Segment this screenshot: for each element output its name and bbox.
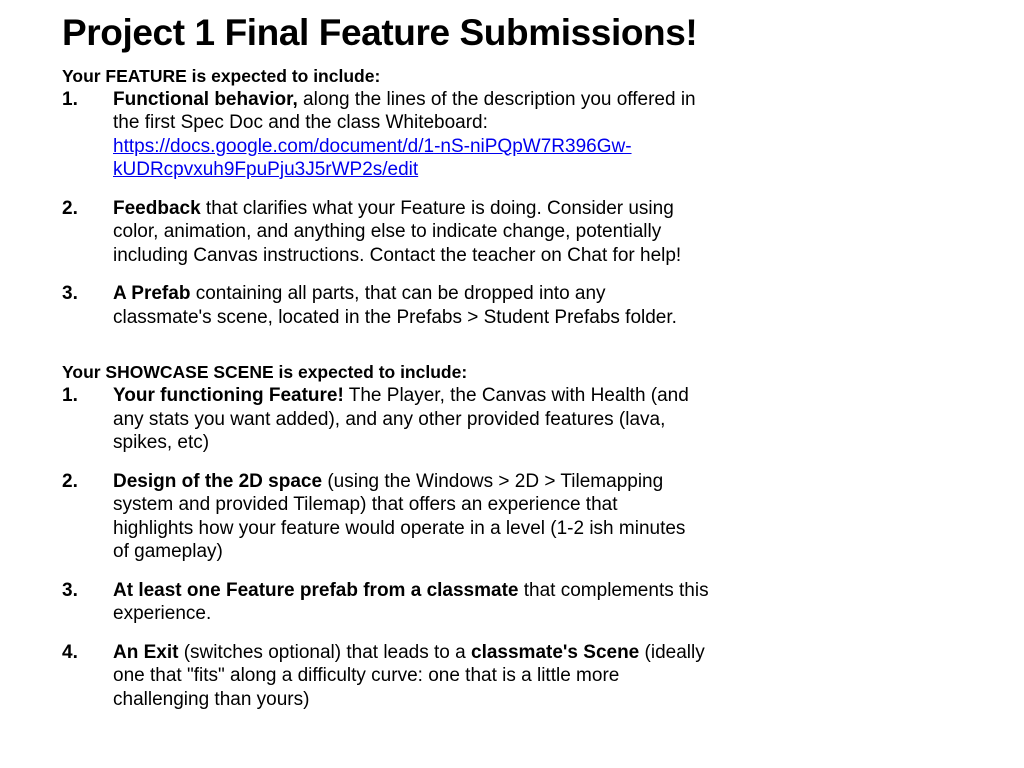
list-item — [62, 579, 802, 626]
list-item — [62, 88, 802, 182]
spec-doc-link-continued[interactable]: kUDRcpvxuh9FpuPju3J5rWP2s/edit — [113, 159, 419, 181]
item-text: containing all parts, that can be dropped into any — [190, 283, 606, 305]
showcase-section-heading: Your SHOWCASE SCENE is expected to include: — [62, 362, 468, 383]
item-bold-lead: Your functioning Feature! — [113, 385, 344, 407]
item-number: 3. — [62, 579, 78, 601]
item-text: including Canvas instructions. Contact the teacher on Chat for help! — [113, 244, 682, 266]
item-bold-lead: Feedback — [113, 197, 201, 219]
item-text: color, animation, and anything else to indicate change, potentially — [113, 221, 662, 243]
list-item — [62, 470, 802, 564]
item-text: that clarifies what your Feature is doing. Consider using — [200, 197, 674, 219]
item-text: one that "fits" along a difficulty curve: one that is a little more — [113, 665, 620, 687]
item-text: classmate's scene, located in the Prefabs > Student Prefabs folder. — [113, 306, 677, 328]
item-text: (switches optional) that leads to a — [178, 641, 471, 663]
item-bold-lead: A Prefab — [113, 283, 191, 305]
item-bold-inline: classmate's Scene — [471, 641, 640, 663]
item-text: the first Spec Doc and the class Whiteboard: — [113, 112, 488, 134]
item-text: that complements this — [518, 579, 709, 601]
slide — [62, 12, 802, 711]
item-number: 1. — [62, 88, 78, 110]
item-number: 3. — [62, 283, 78, 305]
slide-title: Project 1 Final Feature Submissions! — [62, 12, 698, 53]
item-text: The Player, the Canvas with Health (and — [343, 385, 689, 407]
item-bold-lead: An Exit — [113, 641, 179, 663]
item-bold-lead: Functional behavior, — [113, 88, 298, 110]
item-text: along the lines of the description you offered in — [297, 88, 696, 110]
feature-section — [62, 65, 802, 330]
item-text: experience. — [113, 603, 212, 625]
showcase-list — [62, 384, 802, 711]
item-text: highlights how your feature would operate in a level (1-2 ish minutes — [113, 517, 686, 539]
item-text: (ideally — [639, 641, 705, 663]
item-number: 4. — [62, 641, 78, 663]
item-bold-lead: At least one Feature prefab from a classmate — [113, 579, 519, 601]
item-text: challenging than yours) — [113, 688, 310, 710]
item-text: any stats you want added), and any other provided features (lava, — [113, 408, 666, 430]
list-item — [62, 282, 802, 329]
item-number: 2. — [62, 197, 78, 219]
item-number: 2. — [62, 470, 78, 492]
spec-doc-link[interactable]: https://docs.google.com/document/d/1-nS-niPQpW7R396Gw- — [113, 135, 632, 157]
item-text: of gameplay) — [113, 541, 223, 563]
feature-list — [62, 88, 802, 330]
list-item — [62, 197, 802, 268]
item-text: (using the Windows > 2D > Tilemapping — [322, 470, 664, 492]
item-number: 1. — [62, 385, 78, 407]
item-text: spikes, etc) — [113, 432, 210, 454]
feature-section-heading: Your FEATURE is expected to include: — [62, 65, 381, 86]
list-item — [62, 641, 802, 712]
item-text: system and provided Tilemap) that offers an experience that — [113, 494, 618, 516]
list-item — [62, 384, 802, 455]
showcase-section — [62, 361, 802, 711]
item-bold-lead: Design of the 2D space — [113, 470, 323, 492]
